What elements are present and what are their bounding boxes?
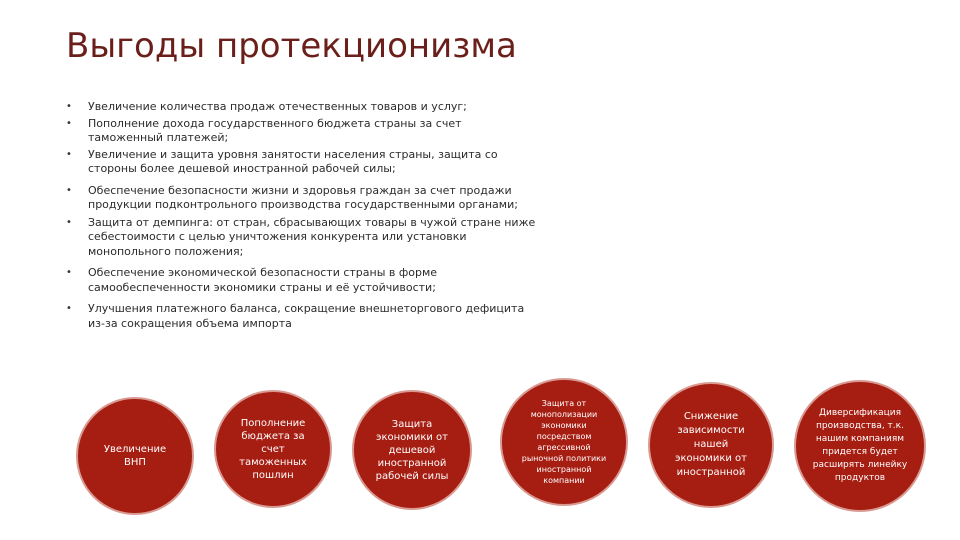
bullet-item (66, 100, 536, 115)
bullet-icon: • (66, 117, 72, 129)
bullet-list (66, 100, 536, 331)
bullet-item (66, 302, 536, 331)
benefit-circle-label: Диверсификация производства, т.к. нашим компаниям придется будет расширять линейку продуктов (812, 408, 908, 483)
bullet-icon: • (66, 267, 72, 278)
slide-title: Выгоды протекционизма (66, 26, 517, 66)
bullet-item (66, 266, 536, 295)
benefit-circle-dependence (648, 382, 774, 508)
bullet-item (66, 148, 536, 177)
benefit-circle-gnp (76, 397, 194, 515)
bullet-text: Улучшения платежного баланса, сокращение внешнеторгового дефицита из-за сокращения объема импорта (88, 302, 525, 330)
benefit-circle-diversification (794, 380, 926, 512)
bullet-item (66, 117, 536, 146)
benefit-circle-labor (352, 390, 472, 510)
bullet-icon: • (66, 101, 72, 112)
benefit-circle-label: Защита от монополизации экономики посредством агрессивной рыночной политики иностранной компании (521, 399, 607, 485)
bullet-text: Защита от демпинга: от стран, сбрасывающих товары в чужой стране ниже себестоимости с целью уничтожения конкурента или установки монопольного положения; (88, 215, 536, 258)
bullet-item (66, 216, 536, 260)
benefit-circle-label: Защита экономики от дешевой иностранной рабочей силы (375, 418, 449, 482)
bullet-icon: • (66, 216, 72, 228)
bullet-icon: • (66, 184, 72, 196)
benefit-circle-budget (214, 390, 332, 508)
bullet-text: Обеспечение безопасности жизни и здоровья граждан за счет продажи продукции подконтрольного производства государственными органами; (88, 183, 518, 211)
bullet-icon: • (66, 148, 72, 160)
benefit-circle-label: Снижение зависимости нашей экономики от иностранной (674, 411, 747, 478)
bullet-text: Увеличение количества продаж отечественных товаров и услуг; (88, 100, 467, 113)
bullet-item (66, 184, 536, 213)
bullet-icon: • (66, 303, 72, 314)
bullet-text: Обеспечение экономической безопасности страны в форме самообеспеченности экономики страны и её устойчивости; (88, 266, 438, 294)
benefit-circle-monopoly (500, 378, 628, 506)
bullet-text: Пополнение дохода государственного бюджета страны за счет таможенный платежей; (88, 116, 462, 144)
benefit-circle-label: Увеличение ВНП (103, 444, 167, 468)
bullet-text: Увеличение и защита уровня занятости населения страны, защита со стороны более дешевой иностранной рабочей силы; (88, 147, 498, 175)
benefit-circle-label: Пополнение бюджета за счет таможенных пошлин (239, 417, 307, 481)
